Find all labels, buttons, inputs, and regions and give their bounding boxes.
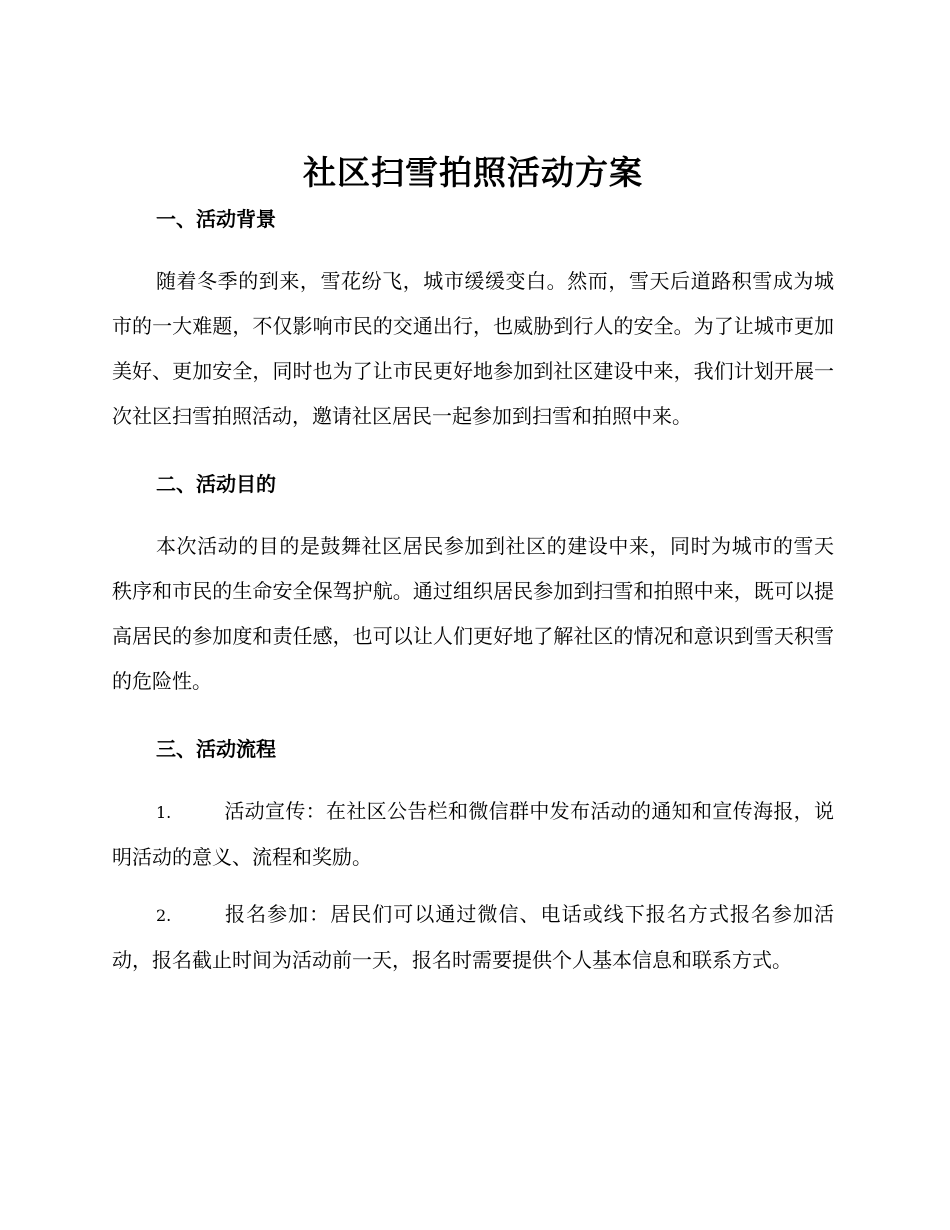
section-paragraph-purpose: 本次活动的目的是鼓舞社区居民参加到社区的建设中来，同时为城市的雪天秩序和市民的生命安全保驾护航。通过组织居民参加到扫雪和拍照中来，既可以提高居民的参加度和责任感，也可以让人们更好地了解社区的情况和意识到雪天积雪的危险性。 xyxy=(112,534,834,693)
document-title: 社区扫雪拍照活动方案 xyxy=(303,153,643,192)
section-heading-process: 三、活动流程 xyxy=(156,737,276,761)
list-item xyxy=(112,892,834,983)
list-item xyxy=(112,789,834,880)
list-item-number: 1. xyxy=(156,803,172,822)
list-item-number: 2. xyxy=(156,906,172,925)
list-item-text: 活动宣传：在社区公告栏和微信群中发布活动的通知和宣传海报，说明活动的意义、流程和奖励。 xyxy=(112,799,834,869)
list-item-text: 报名参加：居民们可以通过微信、电话或线下报名方式报名参加活动，报名截止时间为活动前一天，报名时需要提供个人基本信息和联系方式。 xyxy=(112,902,834,972)
section-heading-purpose: 二、活动目的 xyxy=(156,472,276,496)
section-heading-background: 一、活动背景 xyxy=(156,207,276,231)
section-paragraph-background: 随着冬季的到来，雪花纷飞，城市缓缓变白。然而，雪天后道路积雪成为城市的一大难题，不仅影响市民的交通出行，也威胁到行人的安全。为了让城市更加美好、更加安全，同时也为了让市民更好地参加到社区建设中来，我们计划开展一次社区扫雪拍照活动，邀请社区居民一起参加到扫雪和拍照中来。 xyxy=(112,269,834,428)
document-body xyxy=(112,150,834,983)
